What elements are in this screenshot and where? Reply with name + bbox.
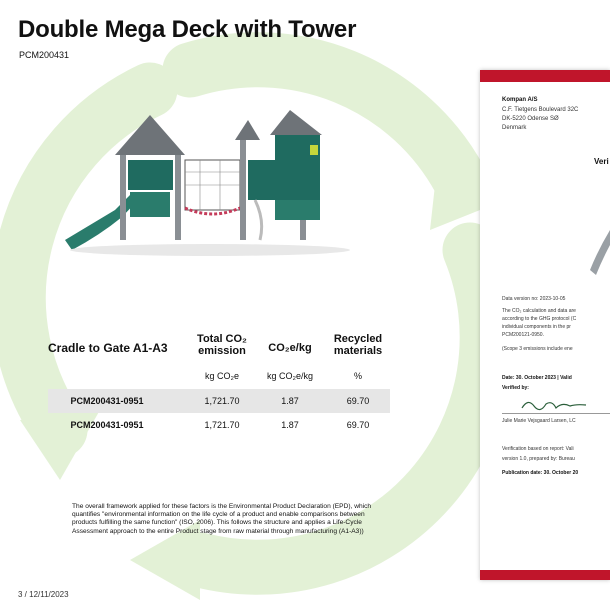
cert-date: Date: 30. October 2023 | Valid <box>502 375 572 381</box>
table-row <box>48 389 390 413</box>
row-code: PCM200431-0951 <box>70 420 144 430</box>
table-row <box>48 413 390 437</box>
cert-address2: DK-5220 Odense SØ <box>502 116 559 122</box>
cert-text-line: individual components in the pr <box>502 324 571 330</box>
cert-text-line: according to the GHG protocol (C <box>502 316 577 322</box>
certificate-top-band <box>480 70 610 82</box>
playground-product-image <box>60 100 360 260</box>
unit-recycled: % <box>353 371 362 381</box>
row-per-kg: 1.87 <box>281 396 299 406</box>
cert-signature-line <box>502 413 610 414</box>
footnote: The overall framework applied for these factors is the Environmental Product Declaration (EPD), which quantifies "environmental information on the life cycle of a product and enable comparisons between products fulfilling the same function" (ISO, 2006). This follows the structure and applies a Life-Cycle Assessment approach to the entire Product stage from raw material through manufacturing (A1-A3)) <box>72 503 372 535</box>
cert-text-line: PCM200121-0950. <box>502 332 544 338</box>
cert-address1: C.F. Tietgens Boulevard 32C <box>502 107 579 113</box>
cert-verified-by: Verified by: <box>502 385 529 391</box>
row-code: PCM200431-0951 <box>70 396 144 406</box>
row-recycled: 69.70 <box>346 396 370 406</box>
cert-verification-basis: version 1.0, prepared by: Bureau <box>502 456 575 462</box>
unit-total-co2: kg CO₂e <box>204 371 239 381</box>
column-header-co2e-per-kg: CO₂e/kg <box>268 342 312 354</box>
column-header-total-co2: Total CO₂ emission <box>197 333 247 357</box>
unit-co2e-per-kg: kg CO₂e/kg <box>266 371 313 381</box>
cert-signature <box>520 396 590 412</box>
column-header-recycled: Recycled materials <box>333 333 383 357</box>
cert-verification-basis: Verification based on report: Vali <box>502 446 574 452</box>
certificate-preview <box>480 70 610 580</box>
document-title: Double Mega Deck with Tower <box>18 16 357 43</box>
certificate-bottom-band <box>480 570 610 580</box>
cert-verification-title: Veri <box>594 157 609 166</box>
page-footer: 3 / 12/11/2023 <box>18 590 69 599</box>
cert-text-line: (Scope 3 emissions include ene <box>502 346 573 352</box>
row-recycled: 69.70 <box>346 420 370 430</box>
cert-slide-image <box>580 220 610 280</box>
cert-data-version: Data version no: 2023-10-05 <box>502 296 566 302</box>
cert-text-line: The CO₂ calculation and data are <box>502 308 576 314</box>
table-heading: Cradle to Gate A1-A3 <box>48 341 168 355</box>
row-total: 1,721.70 <box>204 420 240 430</box>
cert-verifier: Julie Marie Vejsgaard Larsen, LC <box>502 418 576 424</box>
cert-company: Kompan A/S <box>502 97 538 103</box>
row-total: 1,721.70 <box>204 396 240 406</box>
cert-publication-date: Publication date: 30. October 20 <box>502 470 579 476</box>
product-code: PCM200431 <box>19 50 70 60</box>
cert-country: Denmark <box>502 125 527 131</box>
row-per-kg: 1.87 <box>281 420 299 430</box>
